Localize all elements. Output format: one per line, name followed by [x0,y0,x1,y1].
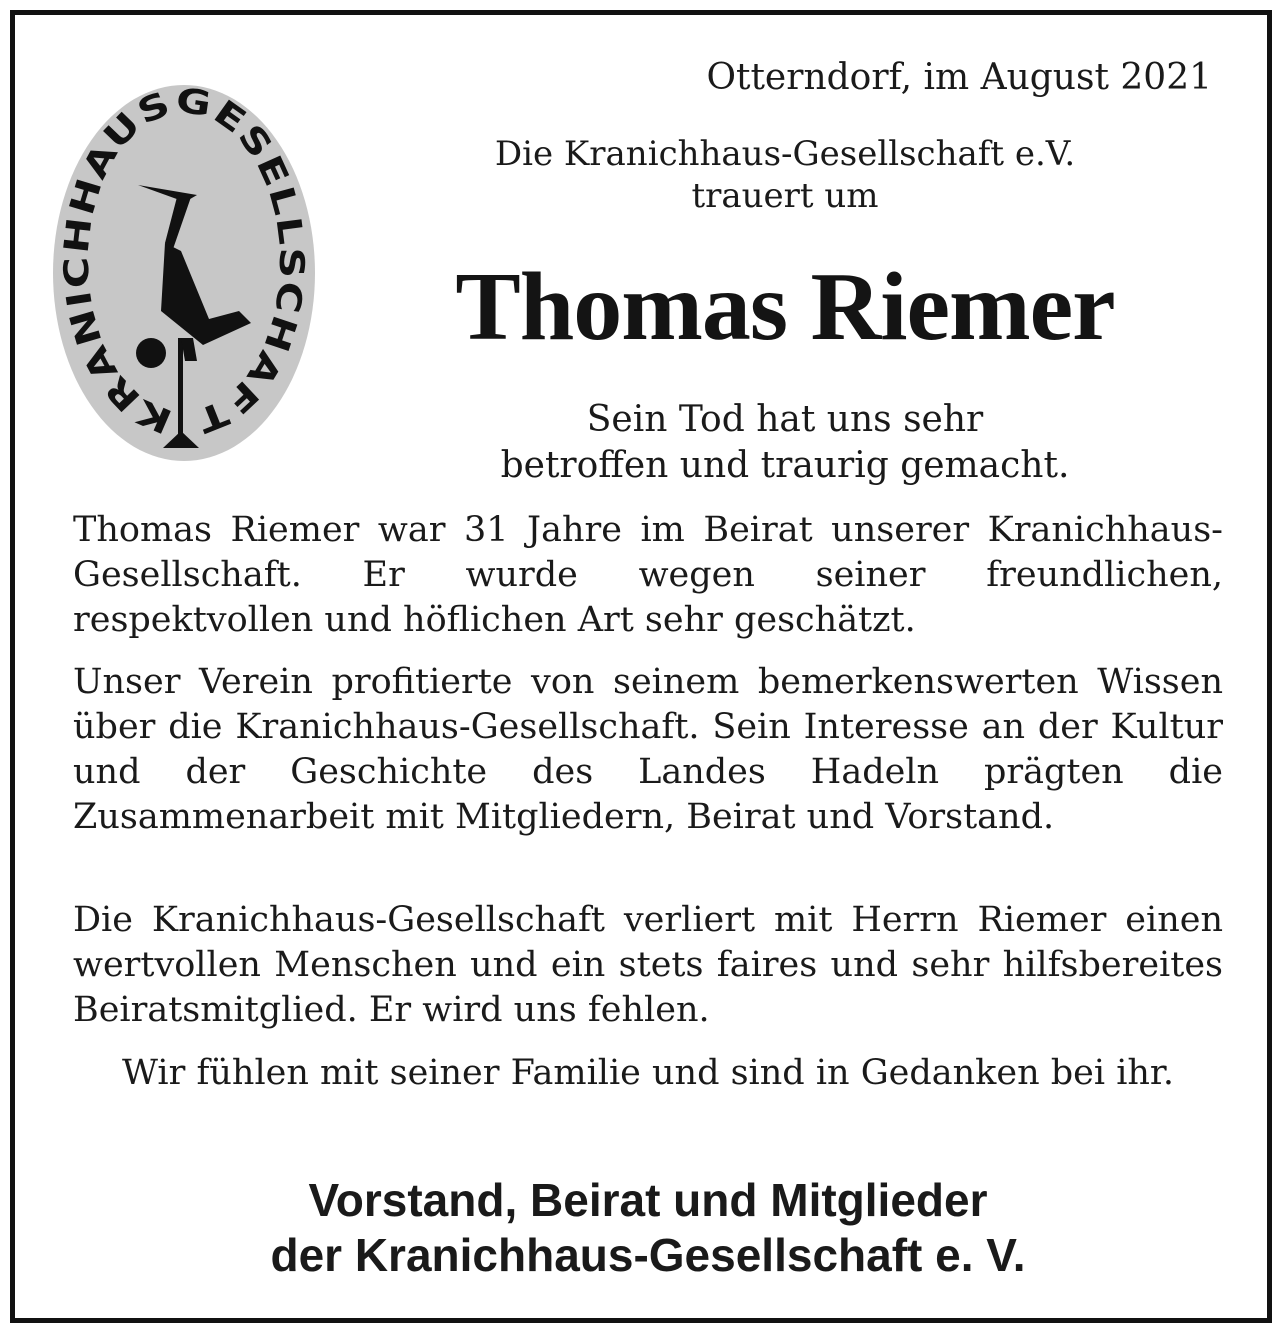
mourns-line: trauert um [691,176,879,216]
kranichhaus-logo [51,83,317,465]
signature-line: der Kranichhaus-Gesellschaft e. V. [270,1229,1026,1281]
signature-line: Vorstand, Beirat und Mitglieder [308,1174,988,1226]
svg-text:KRANICHHAUSGESELLSCHAFT: KRANICHHAUSGESELLSCHAFT [56,83,312,441]
header-organisation [375,133,1195,217]
body-paragraph: Thomas Riemer war 31 Jahre im Beirat unserer Kranichhaus-Gesellschaft. Er wurde wegen seiner freundlichen, respektvollen und höflichen Art sehr geschätzt. [73,510,1223,640]
motto-line: betroffen und traurig gemacht. [500,445,1070,486]
closing-sentence: Wir fühlen mit seiner Familie und sind in Gedanken bei ihr. [122,1053,1174,1093]
obituary-notice [10,10,1272,1323]
body-paragraph: Die Kranichhaus-Gesellschaft verliert mit Herrn Riemer einen wertvollen Menschen und ein stets faires und sehr hilfsbereites Beiratsmitglied. Er wird uns fehlen. [73,900,1223,1030]
org-line: Die Kranichhaus-Gesellschaft e.V. [494,134,1076,174]
body-paragraph: Unser Verein profitierte von seinem bemerkenswerten Wissen über die Kranichhaus-Gesellschaft. Sein Interesse an der Kultur und der Geschichte des Landes Hadeln prägten die Zusammenarbeit mit Mitgliedern, Beirat und Vorstand. [73,662,1223,837]
signature [73,1173,1223,1283]
motto [415,397,1155,489]
crane-seal-icon [51,83,317,465]
deceased-name: Thomas Riemer [455,253,1115,361]
place-date: Otterndorf, im August 2021 [706,57,1212,98]
motto-line: Sein Tod hat uns sehr [586,399,984,440]
